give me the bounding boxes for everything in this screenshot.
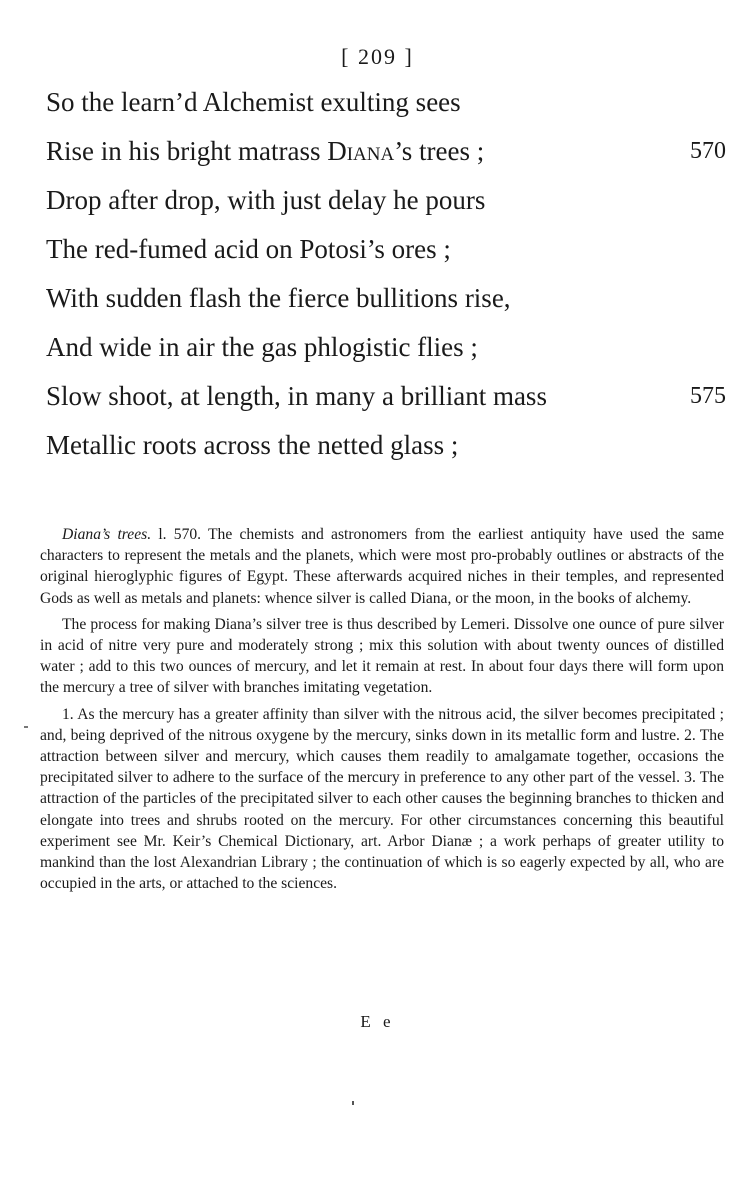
poem-block <box>46 78 726 470</box>
verse-line <box>46 274 726 323</box>
verse-text: So the learn’d Alchemist exulting sees <box>46 87 461 117</box>
line-number: 570 <box>690 138 726 164</box>
verse-small-caps: Diana <box>327 136 395 166</box>
line-number: 575 <box>690 383 726 409</box>
verse-text: Metallic roots across the netted glass ; <box>46 430 459 460</box>
verse-line <box>46 176 726 225</box>
signature-mark: E e <box>360 1012 395 1031</box>
footnote-paragraph: The process for making Diana’s silver tree is thus described by Lemeri. Dissolve one ounce of pure silver in acid of nitre very pure and moderately strong ; mix this solution with about twenty ounces of distilled water ; add to this two ounces of mercury, and let it remain at rest. In about four days there will form upon the mercury a tree of silver with branches imitating vegetation. <box>40 615 724 697</box>
footnote-body: l. 570. The chemists and astronomers from the earliest antiquity have used the same characters to represent the metals and the planets, which were most pro-probably outlines or abstracts of the original hieroglyphic figures of Egypt. These afterwards acquired niches in their temples, and represented Gods as well as metals and planets: whence silver is called Diana, or the moon, in the books of alchemy. <box>40 526 724 607</box>
verse-text: Drop after drop, with just delay he pours <box>46 185 486 215</box>
footnote-lead: Diana’s trees. <box>62 526 152 543</box>
paper-speck <box>24 726 28 728</box>
verse-line <box>46 225 726 274</box>
page-header: [ 209 ] <box>341 44 414 69</box>
verse-line <box>46 372 726 421</box>
footnote-paragraph <box>40 524 724 609</box>
paper-speck <box>352 1101 354 1105</box>
verse-text: The red-fumed acid on Potosi’s ores ; <box>46 234 451 264</box>
verse-line <box>46 421 726 470</box>
footnotes <box>40 524 724 899</box>
verse-text: Slow shoot, at length, in many a brilliant mass <box>46 381 547 411</box>
verse-text: With sudden flash the fierce bullitions rise, <box>46 283 511 313</box>
verse-text: And wide in air the gas phlogistic flies ; <box>46 332 478 362</box>
footnote-paragraph: 1. As the mercury has a greater affinity than silver with the nitrous acid, the silver becomes precipitated ; and, being deprived of the nitrous oxygene by the mercury, sinks down in its metallic form and lustre. 2. The attraction between silver and mercury, which causes them readily to amalgamate together, occasions the precipitated silver to adhere to the surface of the mercury in preference to any other part of the vessel. 3. The attraction of the particles of the precipitated silver to each other causes the beginning branches to thicken and elongate into trees and shrubs rooted on the mercury. For other circumstances concerning this beautiful experiment see Mr. Keir’s Chemical Dictionary, art. Arbor Dianæ ; a work perhaps of greater utility to mankind than the lost Alexandrian Library ; the continuation of which is so eagerly expected by all, who are occupied in the arts, or attached to the sciences. <box>40 705 724 893</box>
verse-line <box>46 78 726 127</box>
verse-line <box>46 323 726 372</box>
verse-text: Rise in his bright matrass <box>46 136 328 166</box>
verse-line <box>46 127 726 176</box>
verse-text-tail: ’s trees ; <box>394 136 485 166</box>
